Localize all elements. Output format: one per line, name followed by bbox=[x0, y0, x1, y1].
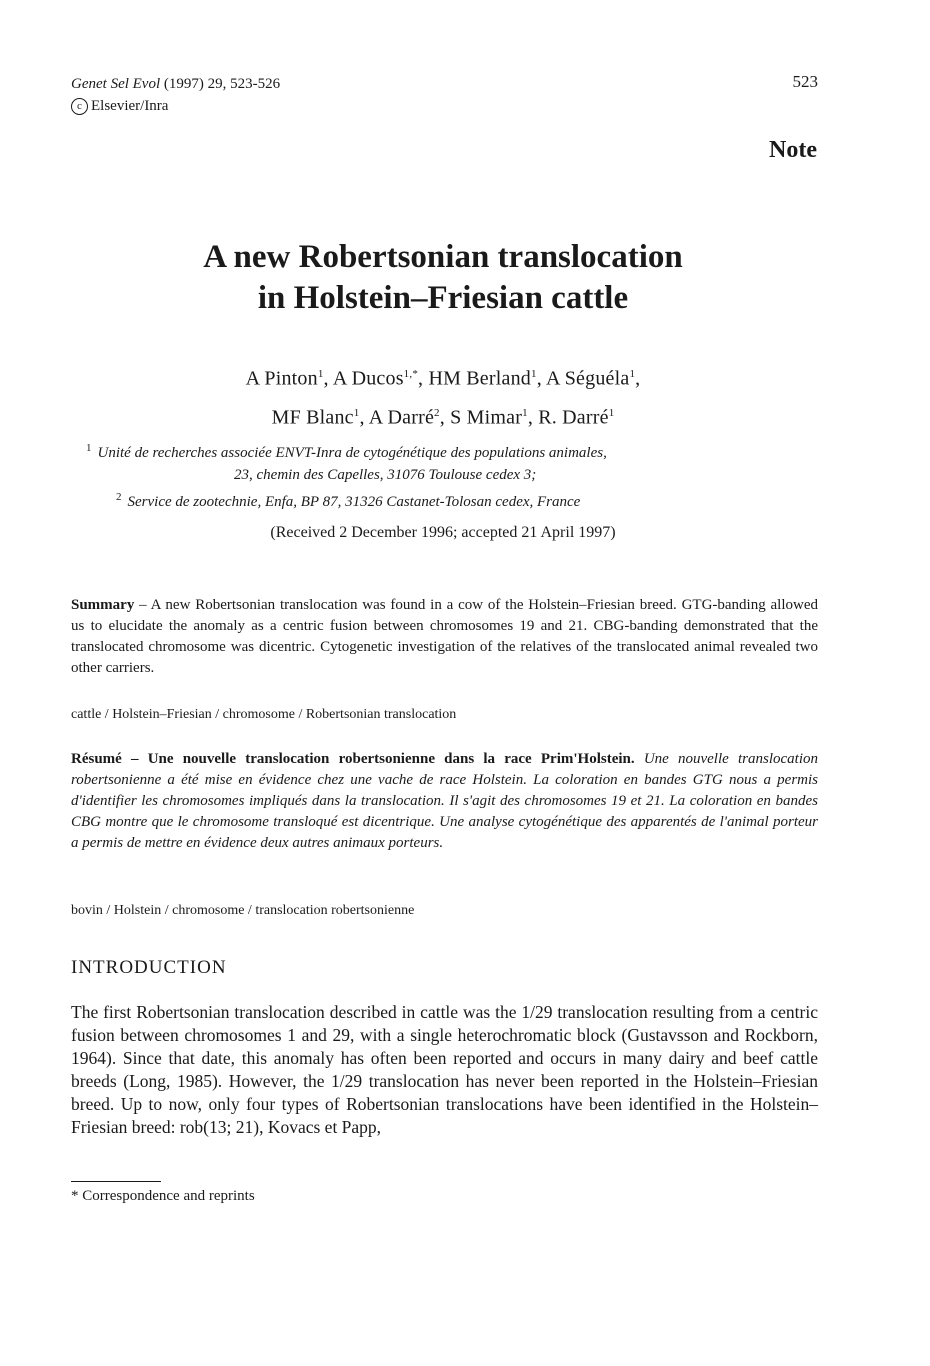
page-number: 523 bbox=[792, 72, 818, 91]
resume-text: Une nouvelle translocation robertsonienne a été mise en évidence chez une vache de race Holstein. La coloration en bandes GTG nous a permis d'identifier les chromosomes impliqués dans la translocation. Il s'agit des chromosomes 19 et 21. La coloration en bandes CBG montre que le chromosome transloqué est dicentrique. Une analyse cytogénétique des apparentés de l'animal porteur a permis de mettre en évidence deux autres animaux porteurs. bbox=[71, 751, 818, 851]
author-name: R. Darré bbox=[538, 406, 609, 429]
affiliation-1 bbox=[86, 437, 826, 464]
section-heading-introduction: INTRODUCTION bbox=[71, 957, 227, 978]
author-line-2: MF Blanc$^1$, A Darré$^2$, S Mimar$^1$, R. Darré$^1$ bbox=[271, 406, 615, 429]
author-name: A Séguéla bbox=[545, 367, 630, 390]
author-affiliation-mark: 1 bbox=[530, 368, 537, 380]
summary-text: – A new Robertsonian translocation was found in a cow of the Holstein–Friesian breed. GTG-banding allowed us to elucidate the anomaly as a centric fusion between chromosomes 19 and 21. CBG-banding demonstrated that the translocated chromosome was dicentric. Cytogenetic investigation of the relatives of the translocated animal revealed two other carriers. bbox=[71, 597, 818, 676]
footnote-text: Correspondence and reprints bbox=[82, 1188, 255, 1204]
footnote-divider bbox=[71, 1181, 161, 1182]
summary-keywords: cattle / Holstein–Friesian / chromosome / Robertsonian translocation bbox=[71, 707, 457, 722]
resume-abstract bbox=[71, 749, 818, 854]
title-line-1: A new Robertsonian translocation bbox=[203, 239, 683, 275]
copyright-icon: c bbox=[71, 98, 88, 115]
author-affiliation-mark: 1 bbox=[608, 406, 615, 419]
received-dates: (Received 2 December 1996; accepted 21 April 1997) bbox=[270, 524, 616, 541]
affiliations bbox=[86, 437, 826, 513]
author-name: A Pinton bbox=[245, 367, 318, 390]
author-name: HM Berland bbox=[428, 367, 531, 390]
summary-label: Summary bbox=[71, 597, 135, 613]
author-name: A Darré bbox=[368, 406, 435, 429]
author-affiliation-mark: 1 bbox=[522, 406, 528, 419]
author-name: S Mimar bbox=[450, 406, 523, 429]
author-name: A Ducos bbox=[332, 367, 404, 390]
author-affiliation-mark: 1,* bbox=[403, 368, 419, 380]
journal-name: Genet Sel Evol bbox=[71, 76, 161, 92]
affiliation-number: 2 bbox=[116, 491, 122, 503]
author-affiliation-mark: 1 bbox=[629, 368, 636, 380]
summary-abstract bbox=[71, 595, 818, 679]
footnote-marker: * bbox=[71, 1188, 79, 1204]
citation-line bbox=[71, 73, 280, 95]
article-type-label: Note bbox=[769, 137, 817, 163]
affiliation-2 bbox=[86, 486, 826, 513]
author-affiliation-mark: 2 bbox=[434, 406, 440, 419]
author-list bbox=[0, 357, 886, 434]
author-affiliation-mark: 1 bbox=[353, 406, 360, 419]
copyright-line bbox=[71, 95, 280, 117]
introduction-paragraph: The first Robertsonian translocation described in cattle was the 1/29 translocation resulting from a centric fusion between chromosomes 1 and 29, with a single heterochromatic block (Gustavsson and Rockborn, 1964). Since that date, this anomaly has often been reported and occurs in many dairy and beef cattle breeds (Long, 1985). However, the 1/29 translocation has never been reported in the Holstein–Friesian breed. Up to now, only four types of Robertsonian translocations have been identified in the Holstein–Friesian breed: rob(13; 21), Kovacs et Papp, bbox=[71, 1002, 818, 1137]
resume-label: Résumé – Une nouvelle translocation robertsonienne dans la race Prim'Holstein. bbox=[71, 751, 635, 767]
affiliation-number: 1 bbox=[86, 442, 92, 454]
author-name: MF Blanc bbox=[271, 406, 354, 429]
publisher: Elsevier/Inra bbox=[91, 98, 169, 114]
author-line-1: A Pinton$^1$, A Ducos$^{1,*}$, HM Berland$^1$, A Séguéla$^1$, bbox=[245, 367, 641, 390]
article-title bbox=[0, 237, 886, 319]
affiliation-1-address: 23, chemin des Capelles, 31076 Toulouse cedex 3; bbox=[234, 467, 537, 483]
affiliation-text: Service de zootechnie, Enfa, BP 87, 31326 Castanet-Tolosan cedex, France bbox=[127, 494, 581, 510]
title-line-2: in Holstein–Friesian cattle bbox=[257, 280, 629, 316]
resume-keywords: bovin / Holstein / chromosome / translocation robertsonienne bbox=[71, 903, 415, 918]
citation-details: (1997) 29, 523-526 bbox=[163, 76, 281, 92]
author-affiliation-mark: 1 bbox=[317, 368, 324, 380]
affiliation-text: Unité de recherches associée ENVT-Inra de cytogénétique des populations animales, bbox=[97, 445, 607, 461]
journal-header bbox=[71, 73, 280, 117]
footnote bbox=[71, 1188, 255, 1205]
